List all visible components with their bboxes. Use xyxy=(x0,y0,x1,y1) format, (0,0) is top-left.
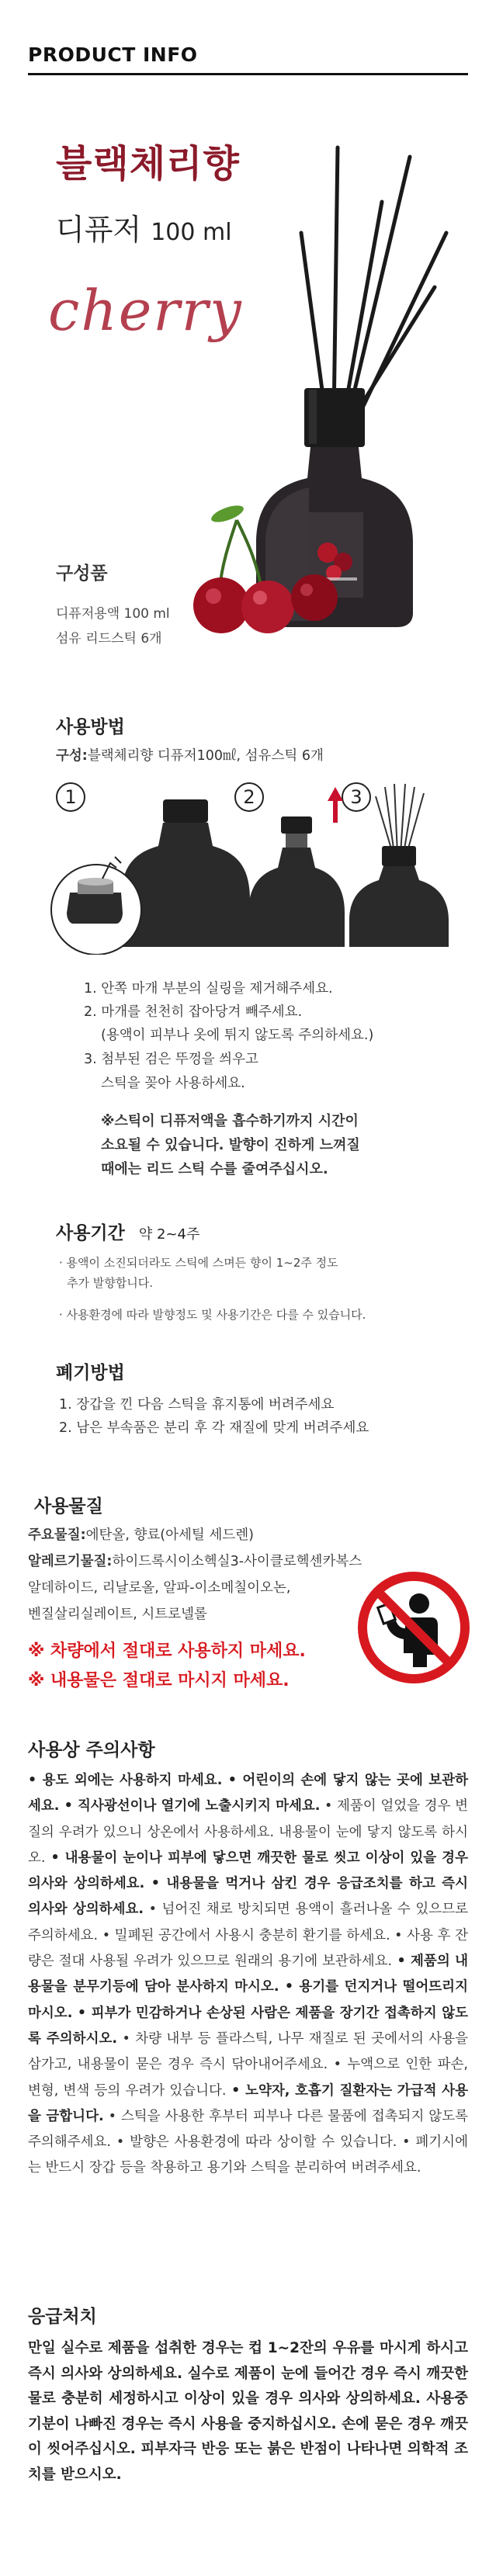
usage-comp-label: 구성: xyxy=(56,748,88,764)
disposal-item: 1. 장갑을 낀 다음 스틱을 휴지통에 버려주세요 xyxy=(59,1397,335,1413)
precautions-text xyxy=(28,1768,468,2182)
usage-note: 소요될 수 있습니다. 발향이 진하게 느껴질 xyxy=(101,1137,360,1153)
precaution-segment: • 용도 외에는 사용하지 마세요. • 어린이의 손에 닿지 않는 곳에 보관하세요. • 직사광선이나 열기에 노출시키지 마세요. xyxy=(28,1773,468,1815)
materials-main-label: 주요물질: xyxy=(28,1527,86,1543)
period-bullet: 추가 발향합니다. xyxy=(67,1276,153,1290)
materials-title: 사용물질 xyxy=(34,1496,103,1517)
usage-composition xyxy=(56,745,324,764)
composition-title: 구성품 xyxy=(56,563,108,584)
page-title: PRODUCT INFO xyxy=(28,43,198,66)
product-name: 블랙체리향 xyxy=(56,142,240,185)
product-subtitle xyxy=(56,206,232,248)
precautions-title: 사용상 주의사항 xyxy=(28,1740,155,1760)
precaution-segment: • 내용물이 눈이나 피부에 닿으면 깨끗한 물로 씻고 이상이 있을 경우 의사와 상의하세요. • 내용물을 먹거나 삼킨 경우 응급조치를 하고 즉시 의사와 상의하세요. xyxy=(28,1850,468,1918)
composition-item: 디퓨저용액 100 ml xyxy=(56,606,170,622)
usage-step: (용액이 피부나 옷에 튀지 않도록 주의하세요.) xyxy=(101,1028,374,1043)
precaution-segment: • 제품이 얼었을 경우 변질의 우려가 있으니 상온에서 사용하세요. 내용물이 눈에 닿지 않도록 하시오. xyxy=(28,1798,469,1866)
usage-note: ※스틱이 디퓨저액을 흡수하기까지 시간이 xyxy=(101,1113,359,1129)
usage-step: 2. 마개를 천천히 잡아당겨 빼주세요. xyxy=(84,1004,303,1020)
period-title-text: 사용기간 xyxy=(56,1223,125,1243)
usage-step: 1. 안쪽 마개 부분의 실링을 제거해주세요. xyxy=(84,981,333,997)
composition-item: 섬유 리드스틱 6개 xyxy=(56,631,162,647)
usage-step: 스틱을 꽂아 사용하세요. xyxy=(101,1076,245,1091)
precaution-segment: • 제품의 내용물을 분무기등에 담아 분사하지 마시오. • 용기를 던지거나 떨어뜨리지 마시오. • 피부가 민감하거나 손상된 사람은 제품을 장기간 접촉하지 않도록 주의하시오. xyxy=(28,1954,468,2047)
period-title xyxy=(56,1219,199,1244)
header-rule xyxy=(28,73,468,75)
usage-step: 3. 첨부된 검은 뚜껑을 씌우고 xyxy=(84,1052,258,1067)
step-3-badge: 3 xyxy=(342,782,371,812)
disposal-item: 2. 남은 부속품은 분리 후 각 재질에 맞게 버려주세요 xyxy=(59,1420,369,1436)
step-2-badge: 2 xyxy=(234,782,264,812)
warning-line: ※ 내용물은 절대로 마시지 마세요. xyxy=(28,1671,290,1690)
period-value: 약 2~4주 xyxy=(138,1226,200,1243)
materials-allergen-line: 알데하이드, 리날로올, 알파-이소메칠이오논, xyxy=(28,1580,291,1596)
precaution-segment: • 스틱을 사용한 후부터 피부나 다른 물품에 접촉되지 않도록 주의해주세요. • 발향은 사용환경에 따라 상이할 수 있습니다. • 폐기시에는 반드시 장갑 등을 착용하고 용기와 스틱을 분리하여 버려주세요. xyxy=(28,2108,469,2176)
usage-note: 때에는 리드 스틱 수를 줄여주십시오. xyxy=(101,1161,328,1177)
precaution-segment: • 넘어진 채로 방치되면 용액이 흘러나올 수 있으므로 주의하세요. • 밀폐된 공간에서 사용시 충분히 환기를 하세요. • 사용 후 잔량은 절대 사용될 우려가 있으므로 원래의 용기에 보관하세요. xyxy=(28,1902,469,1970)
precaution-segment: • 차량 내부 등 플라스틱, 나무 재질로 된 곳에서의 사용을 삼가고, 내용물이 묻은 경우 즉시 닦아내어주세요. • 누액으로 인한 파손, 변형, 변색 등의 우려가 있습니다. xyxy=(28,2030,469,2099)
step-1-badge: 1 xyxy=(56,782,85,812)
product-type: 디퓨저 xyxy=(56,213,142,247)
no-drinking-icon xyxy=(356,1569,472,1686)
step-3-bottle xyxy=(349,784,449,947)
period-bullet: · 사용환경에 따라 발향정도 및 사용기간은 다를 수 있습니다. xyxy=(59,1308,366,1322)
materials-allergen-label: 알레르기물질: xyxy=(28,1554,113,1569)
hero-section xyxy=(0,78,496,667)
usage-title: 사용방법 xyxy=(56,717,125,737)
disposal-title: 폐기방법 xyxy=(56,1363,125,1383)
step-1-bottle xyxy=(51,799,250,955)
precaution-segment: • 노약자, 호흡기 질환자는 가급적 사용을 금합니다. xyxy=(28,2082,468,2124)
materials-allergen-line: 벤질살리실레이트, 시트로넬롤 xyxy=(28,1607,207,1622)
cherry-image xyxy=(190,504,338,636)
usage-steps-illustration xyxy=(47,776,450,955)
emergency-text: 만일 실수로 제품을 섭취한 경우는 컵 1~2잔의 우유를 마시게 하시고 즉시 의사와 상의하세요. 실수로 제품이 눈에 들어간 경우 즉시 깨끗한 물로 충분히 세정하시고 이상이 있을 경우 의사와 상의하세요. 사용중 기분이 나빠진 경우는 즉시 사용을 중지하십시오. 손에 묻은 경우 깨끗이 씻어주십시오. 피부자극 반응 또는 붉은 반점이 나타나면 의학적 조치를 받으시오. xyxy=(28,2340,468,2483)
script-word: cherry xyxy=(48,278,243,343)
warning-line: ※ 차량에서 절대로 사용하지 마세요. xyxy=(28,1642,306,1661)
step-2-bottle xyxy=(248,787,345,947)
materials-allergen xyxy=(28,1551,362,1570)
period-bullet: · 용액이 소진되더라도 스틱에 스며든 향이 1~2주 정도 xyxy=(59,1256,338,1270)
product-volume: 100 ml xyxy=(151,219,232,246)
materials-allergen-line: 하이드록시이소헥실3-사이클로헥센카복스 xyxy=(112,1554,362,1569)
usage-comp-value: 블랙체리향 디퓨저100㎖, 섬유스틱 6개 xyxy=(87,748,324,764)
emergency-title: 응급처치 xyxy=(28,2307,97,2327)
materials-main xyxy=(28,1524,254,1544)
materials-main-value: 에탄올, 향료(아세틸 세드렌) xyxy=(85,1527,254,1543)
reed-sticks xyxy=(301,147,446,419)
header xyxy=(0,0,496,78)
